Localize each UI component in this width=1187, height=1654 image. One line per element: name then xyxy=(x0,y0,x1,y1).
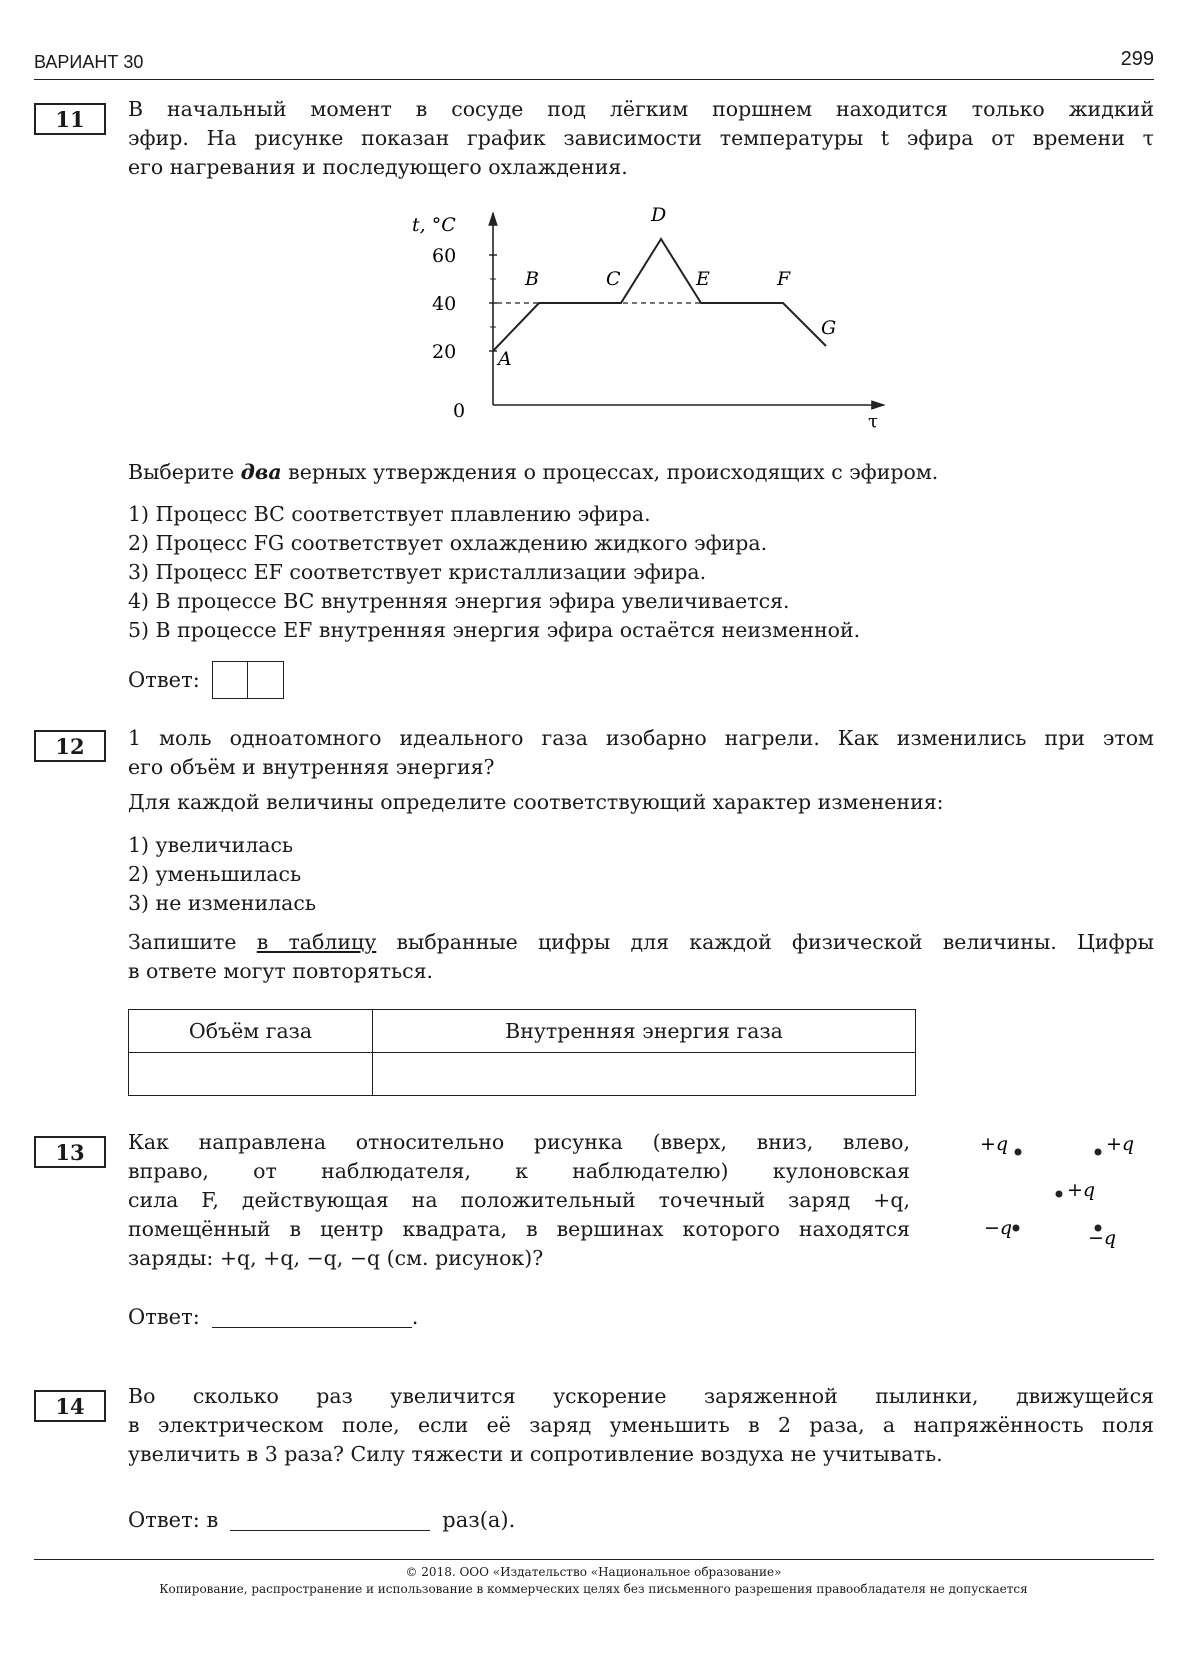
task-11-intro xyxy=(128,95,1154,182)
y-tick-60: 60 xyxy=(432,245,457,267)
point-label-c: C xyxy=(606,268,621,290)
option-item: 3) Процесс EF соответствует кристаллизации эфира. xyxy=(128,560,707,584)
task-14-text: Во сколько раз увеличится ускорение заряженной пылинки, движущейся в электрическом поле, если её заряд уменьшить в 2 раза, а напряжённость поля увеличить в 3 раза? Силу тяжести и сопротивление воздуха не учитывать. xyxy=(128,1384,1154,1466)
y-axis-label: t, °C xyxy=(412,214,456,236)
task-11-line: его нагревания и последующего охлаждения. xyxy=(128,155,628,179)
answer-cell[interactable] xyxy=(373,1053,916,1096)
task-12-options xyxy=(128,831,1154,918)
page-number: 299 xyxy=(1120,48,1154,70)
task-12-instruction: Для каждой величины определите соответствующий характер изменения: xyxy=(128,790,944,814)
footer-copyright: © 2018. ООО «Издательство «Национальное образование» xyxy=(405,1565,782,1579)
answer-cell[interactable] xyxy=(129,1053,373,1096)
header-divider xyxy=(34,79,1154,80)
charge-label: −q xyxy=(984,1217,1013,1239)
option-item: 4) В процессе BC внутренняя энергия эфира увеличивается. xyxy=(128,589,790,613)
option-item: 2) Процесс FG соответствует охлаждению жидкого эфира. xyxy=(128,531,768,555)
task-13-answer: Ответ: . xyxy=(128,1305,419,1329)
origin-label: 0 xyxy=(453,400,466,422)
task-11-prompt: Выберите два верных утверждения о процессах, происходящих с эфиром. xyxy=(128,460,939,484)
y-tick-40: 40 xyxy=(432,293,457,315)
charges-figure xyxy=(970,1128,1135,1258)
point-label-b: B xyxy=(525,268,539,290)
table-header: Объём газа xyxy=(129,1010,373,1053)
answer-line[interactable] xyxy=(230,1510,430,1531)
task-11-number: 11 xyxy=(34,103,106,135)
point-label-a: A xyxy=(498,348,512,370)
x-axis-label: τ xyxy=(868,411,878,432)
charge-dot xyxy=(1013,1225,1020,1232)
charge-dot xyxy=(1056,1191,1063,1198)
answer-cells[interactable] xyxy=(212,661,284,699)
answer-cell xyxy=(248,661,284,699)
task-13-text: Как направлена относительно рисунка (вверх, вниз, влево, вправо, от наблюдателя, к наблюдателю) кулоновская сила F, действующая на положительный точечный заряд +q, помещённый в центр квадрата, в вершинах которого находятся заряды: +q, +q, −q, −q (см. рисунок)? xyxy=(128,1130,910,1270)
charge-label: +q xyxy=(1067,1179,1096,1201)
answer-line[interactable] xyxy=(212,1307,412,1328)
table-header: Внутренняя энергия газа xyxy=(373,1010,916,1053)
option-item: 3) не изменилась xyxy=(128,891,317,915)
charge-label: +q xyxy=(1106,1133,1135,1155)
option-item: 1) Процесс BC соответствует плавлению эфира. xyxy=(128,502,651,526)
y-tick-20: 20 xyxy=(432,341,457,363)
option-item: 5) В процессе EF внутренняя энергия эфира остаётся неизменной. xyxy=(128,618,861,642)
task-11-line: В начальный момент в сосуде под лёгким поршнем находится только жидкий xyxy=(128,97,1154,121)
footer-notice: Копирование, распространение и использование в коммерческих целях без письменного разрешения правообладателя не допускается xyxy=(159,1582,1028,1596)
point-label-e: E xyxy=(696,268,710,290)
answer-label: Ответ: xyxy=(128,1305,200,1329)
temperature-graph xyxy=(410,205,890,435)
table-link: в таблицу xyxy=(256,930,377,954)
task-11-line: эфир. На рисунке показан график зависимости температуры t эфира от времени τ xyxy=(128,126,1154,150)
answer-label: Ответ: в xyxy=(128,1508,219,1532)
charge-dot xyxy=(1015,1149,1022,1156)
answer-cell xyxy=(212,661,248,699)
task-11-emph: два xyxy=(240,460,282,484)
answer-unit: раз(а). xyxy=(442,1508,516,1532)
charge-label: +q xyxy=(980,1133,1009,1155)
temperature-curve xyxy=(493,239,826,351)
point-label-g: G xyxy=(821,317,837,339)
option-item: 1) увеличилась xyxy=(128,833,294,857)
task-12-number: 12 xyxy=(34,730,106,762)
option-item: 2) уменьшилась xyxy=(128,862,302,886)
charge-dot xyxy=(1095,1149,1102,1156)
task-12-write: Запишите в таблицу выбранные цифры для каждой физической величины. Цифры в ответе могут повторяться. xyxy=(128,930,1154,983)
task-14-number: 14 xyxy=(34,1390,106,1422)
task-12-intro: 1 моль одноатомного идеального газа изобарно нагрели. Как изменились при этом его объём и внутренняя энергия? xyxy=(128,726,1154,779)
task-14-answer xyxy=(128,1508,515,1532)
task-12-answer-table xyxy=(128,1009,916,1096)
point-label-f: F xyxy=(777,268,791,290)
variant-label: ВАРИАНТ 30 xyxy=(34,52,144,72)
answer-label: Ответ: xyxy=(128,668,200,692)
task-11-answer xyxy=(128,661,284,699)
task-13-number: 13 xyxy=(34,1136,106,1168)
footer-divider xyxy=(34,1559,1154,1560)
charge-label: −q xyxy=(1088,1227,1117,1249)
task-11-options xyxy=(128,500,1154,645)
point-label-d: D xyxy=(651,204,667,226)
